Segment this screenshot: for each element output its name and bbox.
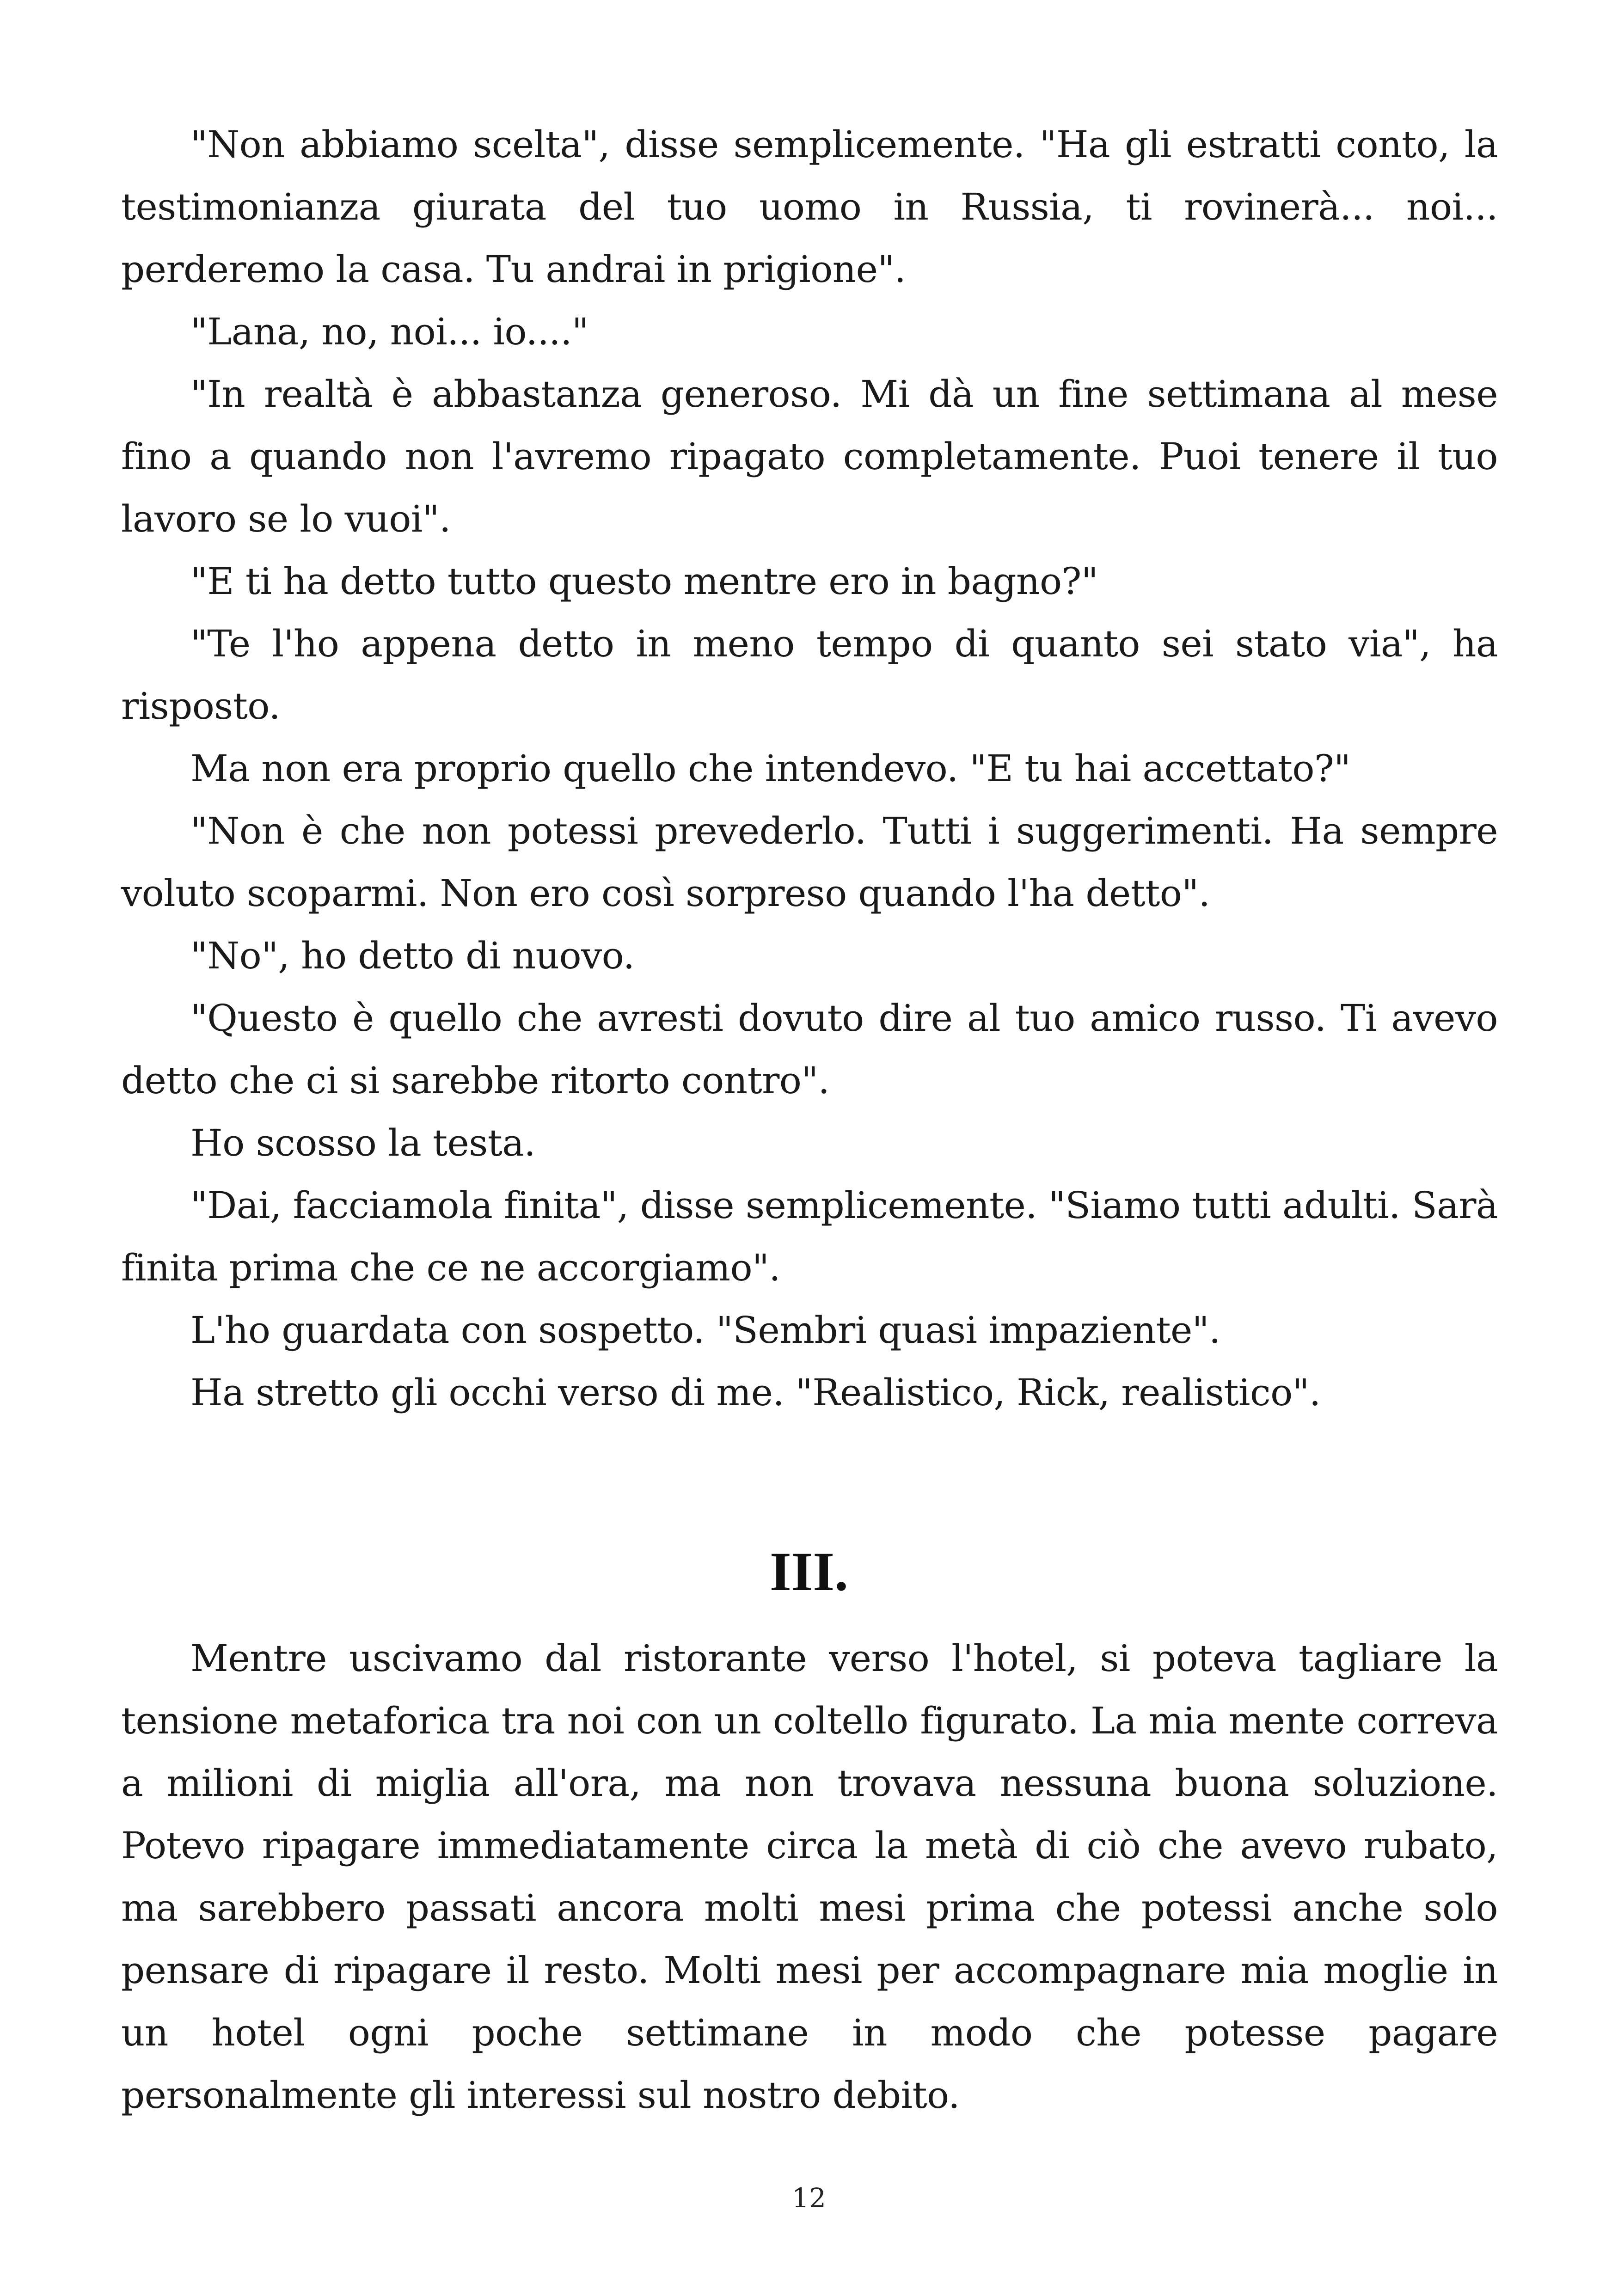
paragraph: Mentre uscivamo dal ristorante verso l'hotel, si poteva tagliare la tensione metaforica tra noi con un coltello figurato. La mia mente correva a milioni di miglia all'ora, ma non trovava nessuna buona soluzione. Potevo ripagare immediatamente circa la metà di ciò che avevo rubato, ma sarebbero passati ancora molti mesi prima che potessi anche solo pensare di ripagare il resto. Molti mesi per accompagnare mia moglie in un hotel ogni poche settimane in modo che potesse pagare personalmente gli interessi sul nostro debito. — [121, 1637, 1498, 2117]
paragraph: "No", ho detto di nuovo. — [190, 934, 635, 977]
paragraph: "Non è che non potessi prevederlo. Tutti i suggerimenti. Ha sempre voluto scoparmi. Non ero così sorpreso quando l'ha detto". — [121, 809, 1498, 915]
chapter-text — [121, 1627, 1498, 2126]
paragraph: "Non abbiamo scelta", disse semplicemente. "Ha gli estratti conto, la testimonianza giurata del tuo uomo in Russia, ti rovinerà... noi... perderemo la casa. Tu andrai in prigione". — [121, 123, 1498, 291]
paragraph: "Te l'ho appena detto in meno tempo di quanto sei stato via", ha risposto. — [121, 622, 1498, 728]
paragraph: Ma non era proprio quello che intendevo. "E tu hai accettato?" — [190, 747, 1351, 790]
paragraph: L'ho guardata con sospetto. "Sembri quasi impaziente". — [190, 1309, 1220, 1352]
paragraph: Ha stretto gli occhi verso di me. "Realistico, Rick, realistico". — [190, 1371, 1321, 1414]
paragraph: "Lana, no, noi... io...." — [190, 310, 589, 353]
paragraph: Ho scosso la testa. — [190, 1121, 536, 1164]
previous-section-text — [121, 113, 1498, 1424]
paragraph: "In realtà è abbastanza generoso. Mi dà un fine settimana al mese fino a quando non l'avremo ripagato completamente. Puoi tenere il tuo lavoro se lo vuoi". — [121, 373, 1498, 540]
paragraph: "E ti ha detto tutto questo mentre ero in bagno?" — [190, 560, 1098, 603]
paragraph: "Questo è quello che avresti dovuto dire al tuo amico russo. Ti avevo detto che ci si sarebbe ritorto contro". — [121, 997, 1498, 1102]
chapter-heading: III. — [769, 1541, 849, 1602]
page-number: 12 — [792, 2182, 826, 2214]
paragraph: "Dai, facciamola finita", disse semplicemente. "Siamo tutti adulti. Sarà finita prima che ce ne accorgiamo". — [121, 1184, 1498, 1289]
